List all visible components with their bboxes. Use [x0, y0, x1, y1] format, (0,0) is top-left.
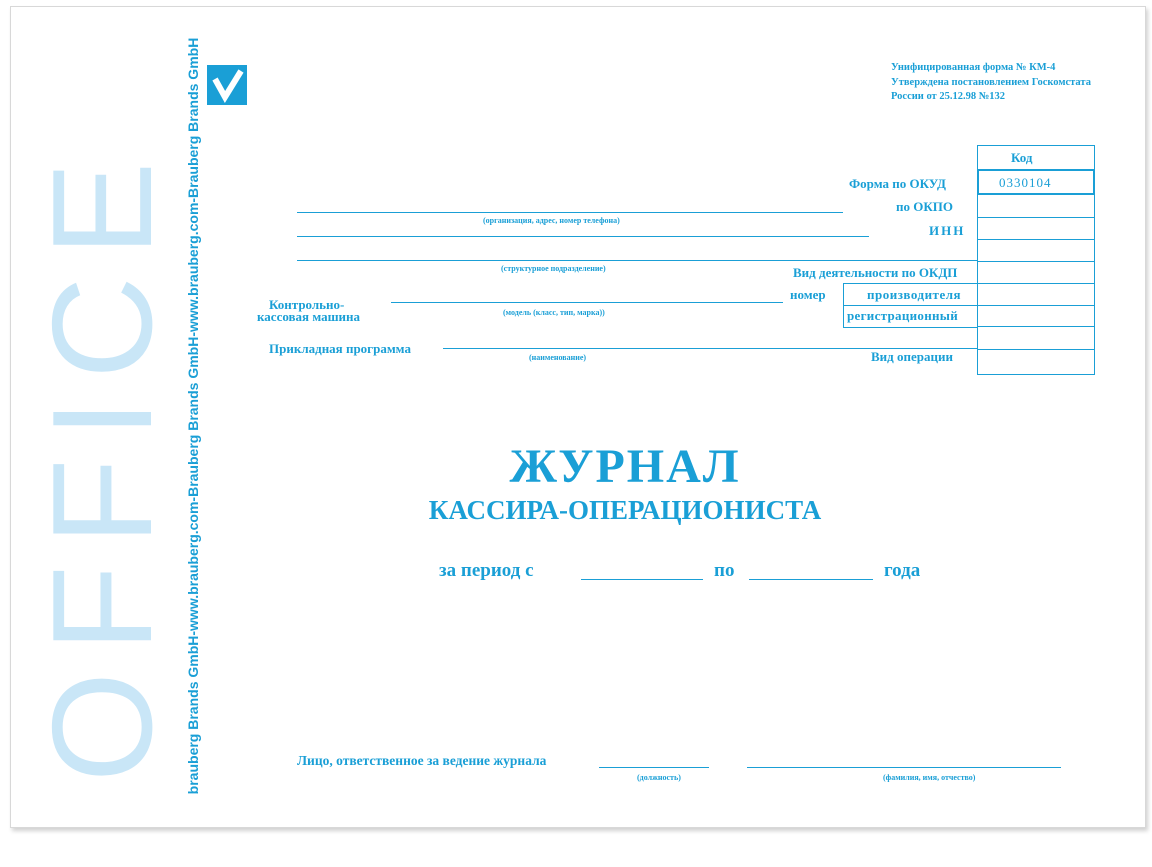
kkm-number-label: номер	[790, 287, 826, 302]
division-caption: (структурное подразделение)	[501, 264, 606, 273]
kkm-label-1: Контрольно-	[269, 297, 345, 312]
period-from-line	[581, 579, 703, 580]
journal-title: ЖУРНАЛ	[509, 440, 741, 493]
full-name-caption: (фамилия, имя, отчество)	[883, 773, 976, 782]
period-year-label: года	[884, 560, 921, 581]
code-table-divider	[843, 283, 1095, 284]
organization-line-2	[297, 236, 869, 237]
period-to-line	[749, 579, 873, 580]
code-table-divider	[977, 349, 1095, 350]
position-caption: (должность)	[637, 773, 681, 782]
full-name-line	[747, 767, 1061, 768]
organization-caption: (организация, адрес, номер телефона)	[483, 216, 620, 225]
okdp-label: Вид деятельности по ОКДП	[793, 265, 958, 280]
responsible-label: Лицо, ответственное за ведение журнала	[297, 753, 547, 768]
code-table-divider	[977, 326, 1095, 327]
code-table-divider	[843, 283, 844, 327]
code-header: Код	[1011, 150, 1033, 165]
program-line	[443, 348, 977, 349]
okud-value: 0330104	[999, 175, 1052, 190]
manufacturer-number-label: производителя	[867, 287, 962, 302]
registration-number-label: регистрационный	[847, 308, 959, 323]
program-caption: (наименование)	[529, 353, 587, 362]
form-approval-line-3: России от 25.12.98 №132	[891, 91, 1006, 102]
okud-label: Форма по ОКУД	[849, 176, 946, 191]
period-from-label: за период с	[439, 560, 534, 581]
code-table-divider	[977, 239, 1095, 240]
kkm-caption: (модель (класс, тип, марка))	[503, 308, 605, 317]
division-line	[297, 260, 977, 261]
okpo-label: по ОКПО	[896, 199, 954, 214]
checkmark-icon	[207, 65, 247, 105]
program-label: Прикладная программа	[269, 341, 411, 356]
code-table-divider	[843, 305, 1095, 306]
inn-label: ИНН	[929, 223, 966, 238]
code-table-divider	[977, 217, 1095, 218]
kkm-line	[391, 302, 783, 303]
position-line	[599, 767, 709, 768]
code-table-divider	[977, 261, 1095, 262]
period-to-label: по	[714, 560, 735, 581]
office-watermark: OFFICE	[23, 141, 182, 783]
form-sheet	[10, 6, 1146, 828]
journal-subtitle: КАССИРА-ОПЕРАЦИОНИСТА	[428, 495, 822, 525]
brand-strip: brauberg Brands GmbH-www.brauberg.com-Brauberg Brands GmbH-www.brauberg.com-Brauberg Brands GmbH	[185, 37, 201, 795]
form-approval-line-1: Унифицированная форма № КМ-4	[891, 62, 1056, 73]
form-approval-line-2: Утверждена постановлением Госкомстата	[891, 77, 1091, 88]
operation-type-label: Вид операции	[871, 349, 953, 364]
organization-line	[297, 212, 843, 213]
code-table-divider	[843, 327, 977, 328]
kkm-label-2: кассовая машина	[257, 309, 361, 324]
